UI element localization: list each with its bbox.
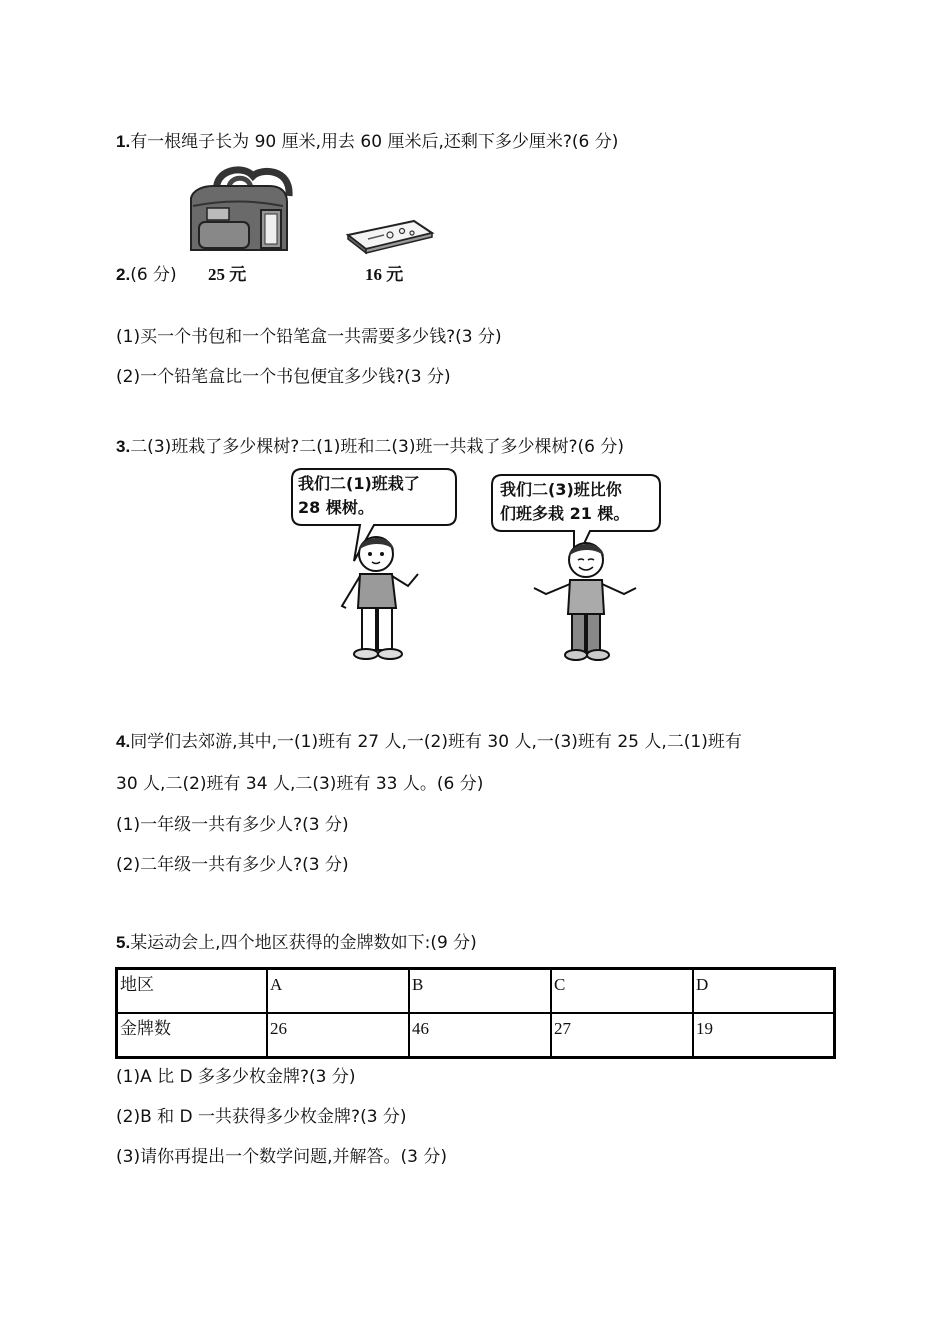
question-2-sub-1: (1)买一个书包和一个铅笔盒一共需要多少钱?(3 分) [116,327,502,347]
question-number: 2. [116,265,131,284]
question-3 [116,436,624,458]
table-cell: D [693,969,835,1014]
question-number: 5. [116,933,131,952]
pencil-case-price: 16 元 [365,265,404,284]
question-text: (6 分) [130,265,177,285]
bubble-right-text [500,478,629,526]
question-5 [116,932,477,954]
question-4-line-2: 30 人,二(2)班有 34 人,二(3)班有 33 人。(6 分) [116,774,484,794]
backpack-image [183,166,299,258]
medal-table [115,967,836,1059]
boy-left-image [334,532,428,662]
table-header-medals: 金牌数 [117,1013,268,1058]
table-cell: 26 [267,1013,409,1058]
table-cell: C [551,969,693,1014]
question-5-sub-1: (1)A 比 D 多多少枚金牌?(3 分) [116,1067,356,1087]
question-text: 同学们去郊游,其中,一(1)班有 27 人,一(2)班有 30 人,一(3)班有 25 人,二(1)班有 [130,732,742,752]
question-2-sub-2: (2)一个铅笔盒比一个书包便宜多少钱?(3 分) [116,367,451,387]
table-cell: 46 [409,1013,551,1058]
bubble-right-line-1: 我们二(3)班比你 [500,480,622,499]
table-row [117,969,835,1014]
bubble-left-line-2: 28 棵树。 [298,498,374,517]
table-cell: A [267,969,409,1014]
question-4-sub-1: (1)一年级一共有多少人?(3 分) [116,815,349,835]
question-number: 4. [116,732,131,751]
question-2 [116,264,177,286]
question-5-sub-2: (2)B 和 D 一共获得多少枚金牌?(3 分) [116,1107,407,1127]
backpack-price: 25 元 [208,265,247,284]
question-number: 1. [116,132,131,151]
bubble-left-text [298,472,420,520]
bubble-left-line-1: 我们二(1)班栽了 [298,474,420,493]
bubble-right-line-2: 们班多栽 21 棵。 [500,504,630,523]
question-number: 3. [116,437,131,456]
table-row [117,1013,835,1058]
table-cell: 19 [693,1013,835,1058]
question-text: 有一根绳子长为 90 厘米,用去 60 厘米后,还剩下多少厘米?(6 分) [130,132,619,152]
table-cell: 27 [551,1013,693,1058]
question-4 [116,731,742,753]
boy-right-image [530,538,640,662]
question-text: 某运动会上,四个地区获得的金牌数如下:(9 分) [130,933,477,953]
table-header-region: 地区 [117,969,268,1014]
question-text: 二(3)班栽了多少棵树?二(1)班和二(3)班一共栽了多少棵树?(6 分) [130,437,624,457]
question-1 [116,131,618,153]
pencil-case-image [344,217,436,255]
question-5-sub-3: (3)请你再提出一个数学问题,并解答。(3 分) [116,1147,447,1167]
question-4-sub-2: (2)二年级一共有多少人?(3 分) [116,855,349,875]
table-cell: B [409,969,551,1014]
